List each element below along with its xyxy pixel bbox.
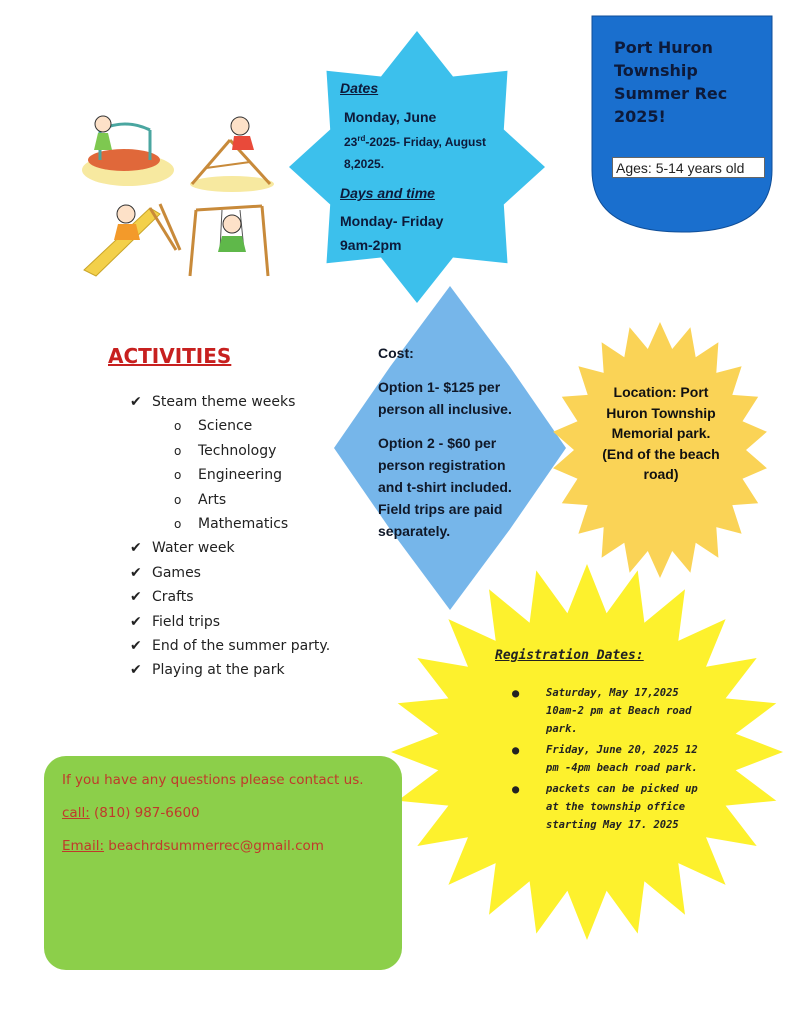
activity-label: End of the summer party. <box>152 637 331 654</box>
steam-item <box>130 488 330 512</box>
dates-line2 <box>344 128 510 153</box>
cost-option1: Option 1- $125 per person all inclusive. <box>378 379 512 417</box>
activity-label: Field trips <box>152 613 221 630</box>
activity-item <box>130 390 330 414</box>
circle-bullet-icon: o <box>174 516 182 531</box>
program-title <box>614 36 764 128</box>
contact-phone-row <box>62 805 392 821</box>
registration-text: Friday, June 20, 2025 12 pm -4pm beach road park. <box>546 744 698 774</box>
check-icon: ✔ <box>130 613 142 630</box>
check-icon: ✔ <box>130 589 142 606</box>
location-text: Location: Port Huron Township Memorial park. (End of the beach road) <box>602 384 720 482</box>
check-icon: ✔ <box>130 540 142 557</box>
registration-title: Registration Dates: <box>495 648 644 663</box>
steam-label: Mathematics <box>198 515 289 532</box>
steam-item <box>130 439 330 463</box>
check-icon: ✔ <box>130 662 142 679</box>
registration-item <box>510 741 710 777</box>
email-label: Email: <box>62 838 105 854</box>
activity-label: Steam theme weeks <box>152 394 296 410</box>
activity-label: Water week <box>152 540 235 557</box>
ages-label: Ages: 5-14 years old <box>612 157 765 178</box>
registration-text: packets can be picked up at the township office starting May 17. 2025 <box>546 783 698 831</box>
circle-bullet-icon: o <box>174 419 182 434</box>
activity-item <box>130 658 330 682</box>
climbing-frame-icon <box>190 117 274 192</box>
cost-option2: Option 2 - $60 per person registration and t-shirt included. Field trips are paid separately. <box>378 435 512 539</box>
activity-item <box>130 561 330 585</box>
activity-item <box>130 634 330 658</box>
contact-question: If you have any questions please contact us. <box>62 772 364 788</box>
steam-label: Engineering <box>198 467 282 484</box>
dates-line3: 8,2025. <box>344 157 385 171</box>
activities-title: ACTIVITIES <box>108 344 232 368</box>
steam-label: Arts <box>198 491 227 508</box>
steam-item <box>130 512 330 536</box>
cost-heading: Cost: <box>378 345 414 361</box>
title-line: Township <box>614 61 698 80</box>
email-address[interactable]: beachrdsummerrec@gmail.com <box>104 838 324 854</box>
cost-section <box>378 342 532 554</box>
dates-body <box>340 106 510 175</box>
circle-bullet-icon: o <box>174 492 182 507</box>
slide-icon <box>84 204 180 276</box>
activities-list <box>130 390 330 683</box>
check-icon: ✔ <box>130 637 142 654</box>
title-line: Summer Rec <box>614 84 728 103</box>
dates-range: -2025- Friday, August <box>365 135 487 149</box>
activity-label: Crafts <box>152 589 194 606</box>
activity-item <box>130 610 330 634</box>
dates-line1: Monday, June <box>344 109 437 125</box>
phone-number[interactable]: (810) 987-6600 <box>89 805 200 821</box>
activity-item <box>130 585 330 609</box>
check-icon: ✔ <box>130 564 142 581</box>
days-line2: 9am-2pm <box>340 237 402 253</box>
circle-bullet-icon: o <box>174 443 182 458</box>
registration-item <box>510 684 710 738</box>
dates-day: 23 <box>344 135 358 149</box>
registration-item <box>510 780 710 834</box>
activity-label: Playing at the park <box>152 662 285 679</box>
days-body <box>340 209 510 257</box>
days-line1: Monday- Friday <box>340 213 444 229</box>
activity-label: Games <box>152 564 201 581</box>
registration-text: Saturday, May 17,2025 10am-2 pm at Beach road park. <box>546 687 692 735</box>
dates-section <box>340 80 510 257</box>
days-heading: Days and time <box>340 185 435 201</box>
check-icon: ✔ <box>130 394 142 410</box>
title-line: Port Huron <box>614 38 713 57</box>
title-line: 2025! <box>614 107 666 126</box>
dates-heading: Dates <box>340 80 379 96</box>
call-label: call: <box>62 805 90 821</box>
swing-icon <box>190 206 268 276</box>
activity-item <box>130 536 330 560</box>
dates-ordinal: rd <box>357 134 366 143</box>
bullet-icon: ● <box>512 782 520 796</box>
steam-label: Technology <box>198 442 277 459</box>
bullet-icon: ● <box>512 743 520 757</box>
steam-label: Science <box>198 418 253 435</box>
steam-item <box>130 414 330 438</box>
registration-list <box>510 684 710 837</box>
bullet-icon: ● <box>512 686 520 700</box>
contact-email-row <box>62 838 392 854</box>
merry-go-round-icon <box>82 116 174 186</box>
steam-item <box>130 463 330 487</box>
contact-section <box>62 772 392 871</box>
circle-bullet-icon: o <box>174 468 182 483</box>
